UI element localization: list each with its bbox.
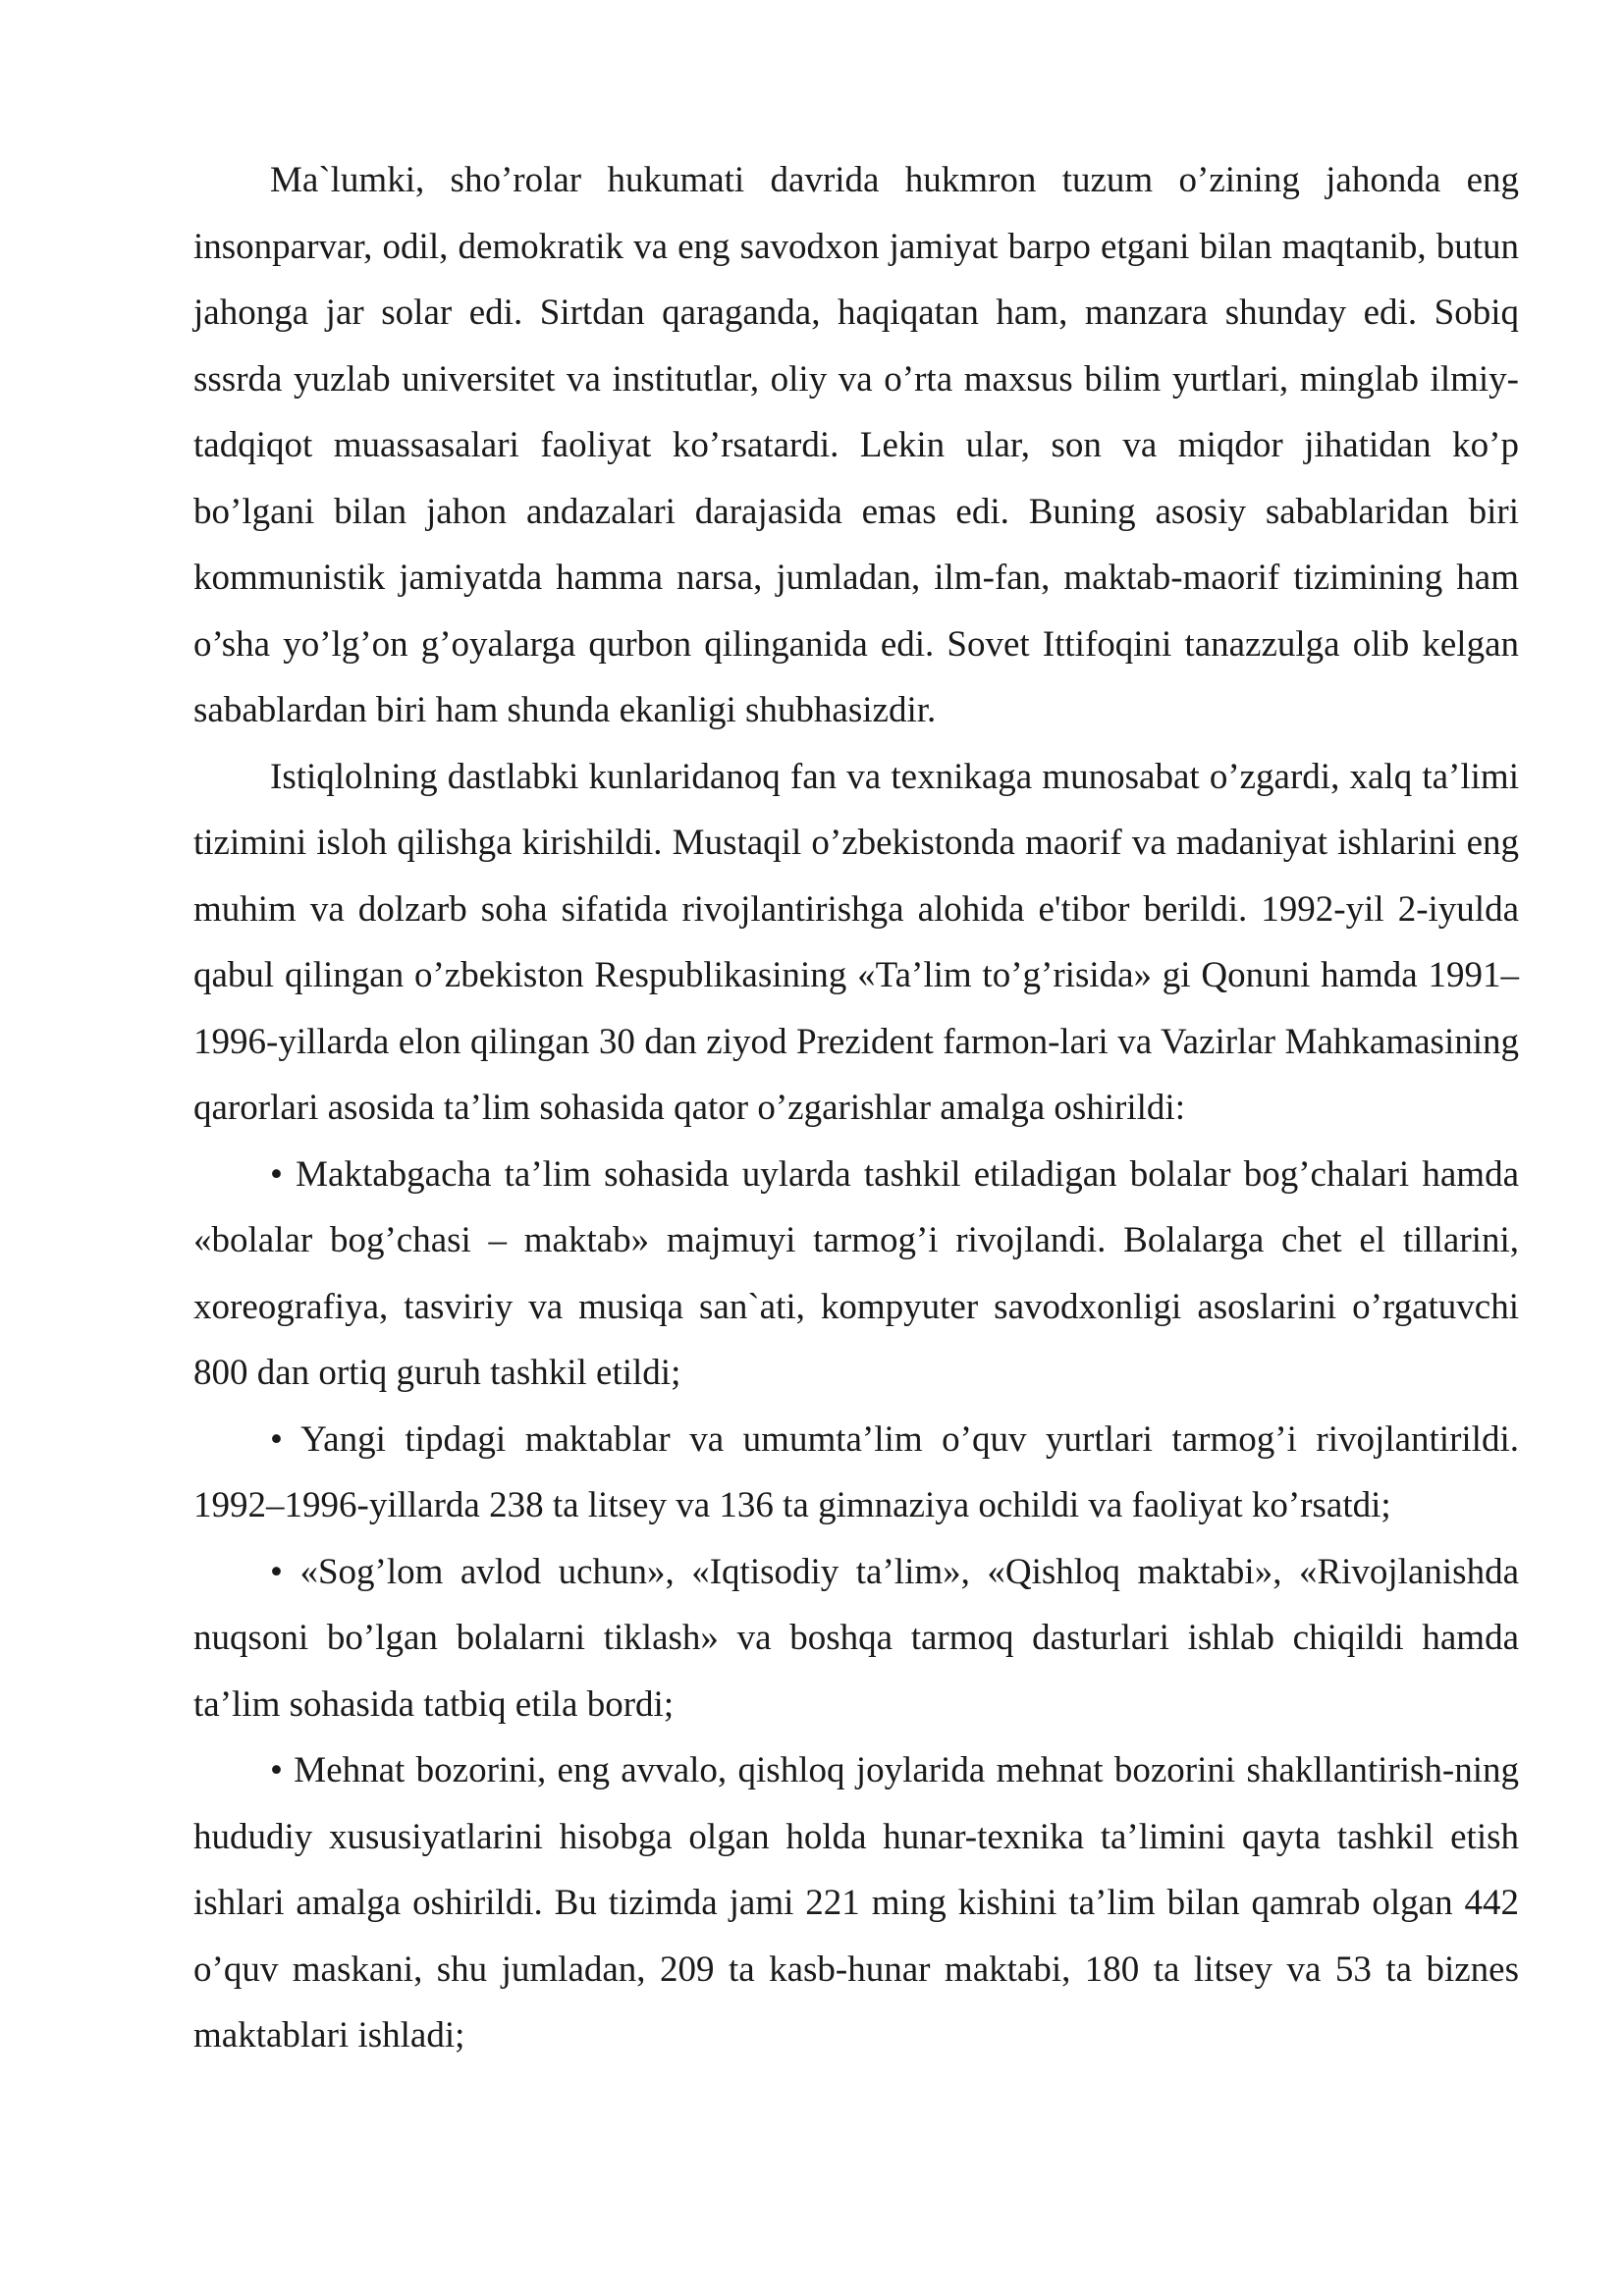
- document-page: [193, 147, 1519, 2069]
- list-item-programs: • «Sog’lom avlod uchun», «Iqtisodiy ta’lim», «Qishloq maktabi», «Rivojlanishda nuqsoni bo’lgan bolalarni tiklash» va boshqa tarmoq dasturlari ishlab chiqildi hamda ta’lim sohasida tatbiq etila bordi;: [193, 1551, 1519, 1725]
- list-item-preschool: • Maktabgacha ta’lim sohasida uylarda tashkil etiladigan bolalar bog’chalari hamda «bolalar bog’chasi – maktab» majmuyi tarmog’i rivojlandi. Bolalarga chet el tillarini, xoreografiya, tasviriy va musiqa san`ati, kompyuter savodxonligi asoslarini o’rgatuvchi 800 dan ortiq guruh tashkil etildi;: [193, 1153, 1519, 1393]
- paragraph-soviet-education: Ma`lumki, sho’rolar hukumati davrida hukmron tuzum o’zining jahonda eng insonparvar, odil, demokratik va eng savodxon jamiyat barpo etgani bilan maqtanib, butun jahonga jar solar edi. Sirtdan qaraganda, haqiqatan ham, manzara shunday edi. Sobiq sssrda yuzlab universitet va institutlar, oliy va o’rta maxsus bilim yurtlari, minglab ilmiy-tadqiqot muassasalari faoliyat ko’rsatardi. Lekin ular, son va miqdor jihatidan ko’p bo’lgani bilan jahon andazalari darajasida emas edi. Buning asosiy sabablaridan biri kommunistik jamiyatda hamma narsa, jumladan, ilm-fan, maktab-maorif tizimining ham o’sha yo’lg’on g’oyalarga qurbon qilinganida edi. Sovet Ittifoqini tanazzulga olib kelgan sabablardan biri ham shunda ekanligi shubhasizdir.: [193, 160, 1519, 730]
- list-item-new-schools: • Yangi tipdagi maktablar va umumta’lim o’quv yurtlari tarmog’i rivojlantirildi. 1992–1996-yillarda 238 ta litsey va 136 ta gimnaziya ochildi va faoliyat ko’rsatdi;: [193, 1418, 1519, 1525]
- paragraph-independence-reforms: Istiqlolning dastlabki kunlaridanoq fan va texnikaga munosabat o’zgardi, xalq ta’limi tizimini isloh qilishga kirishildi. Mustaqil o’zbekistonda maorif va madaniyat ishlarini eng muhim va dolzarb soha sifatida rivojlantirishga alohida e'tibor berildi. 1992-yil 2-iyulda qabul qilingan o’zbekiston Respublikasining «Ta’lim to’g’risida» gi Qonuni hamda 1991–1996-yillarda elon qilingan 30 dan ziyod Prezident farmon-lari va Vazirlar Mahkamasining qarorlari asosida ta’lim sohasida qator o’zgarishlar amalga oshirildi:: [193, 756, 1519, 1128]
- list-item-vocational: • Mehnat bozorini, eng avvalo, qishloq joylarida mehnat bozorini shakllantirish-ning hududiy xususiyatlarini hisobga olgan holda hunar-texnika ta’limini qayta tashkil etish ishlari amalga oshirildi. Bu tizimda jami 221 ming kishini ta’lim bilan qamrab olgan 442 o’quv maskani, shu jumladan, 209 ta kasb-hunar maktabi, 180 ta litsey va 53 ta biznes maktablari ishladi;: [193, 1750, 1519, 2056]
